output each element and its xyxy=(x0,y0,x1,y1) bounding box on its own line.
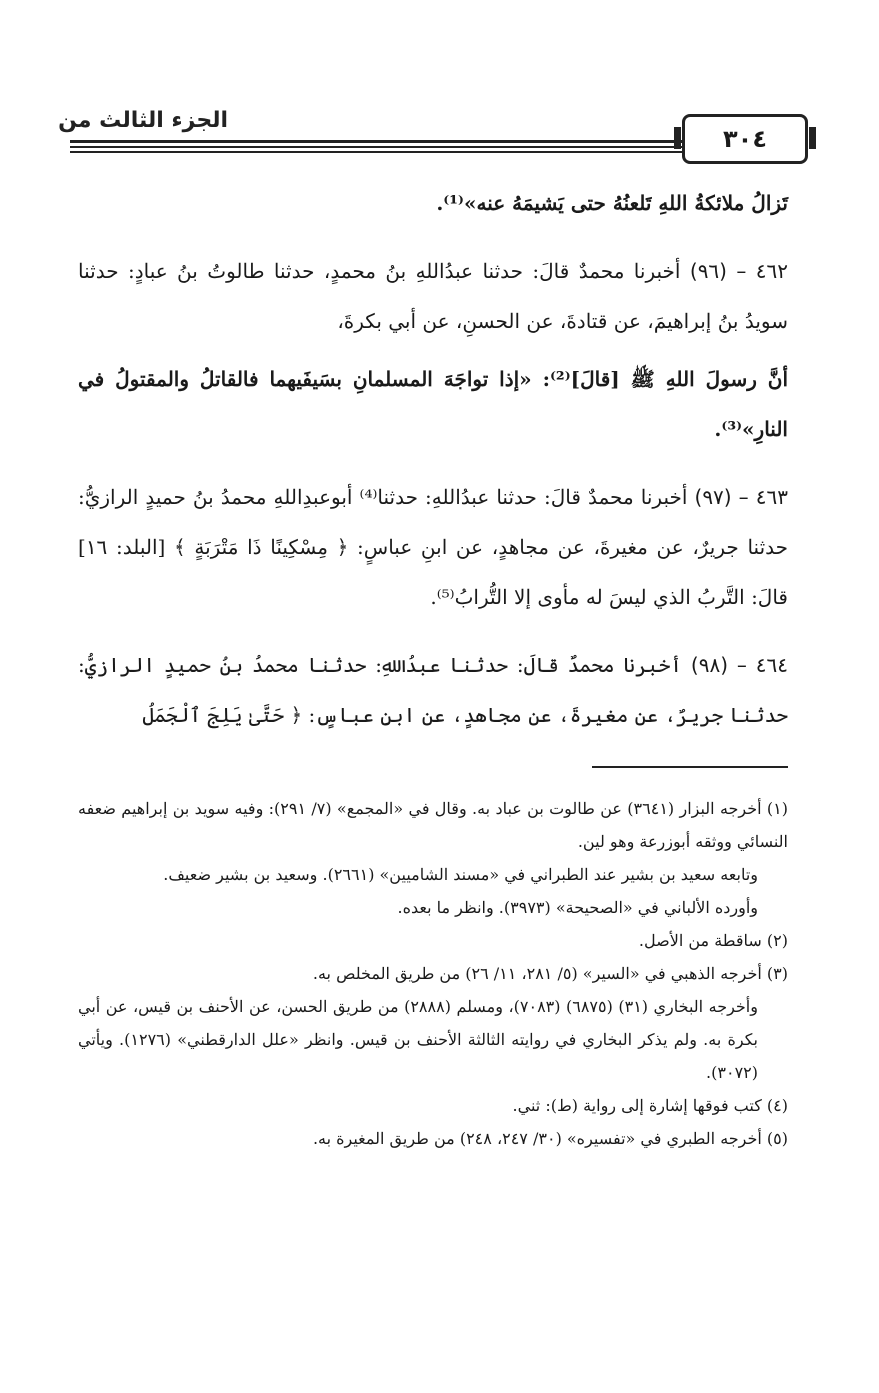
footnote-2: (٢) ساقطة من الأصل. xyxy=(638,931,788,950)
footnote-1-cont: وتابعه سعيد بن بشير عند الطبراني في «مسند الشاميين» (٢٦٦١). وسعيد بن بشير ضعيف. xyxy=(163,865,758,884)
footnote-1-cont: وأورده الألباني في «الصحيحة» (٣٩٧٣). وانظر ما بعده. xyxy=(397,898,758,917)
page-header xyxy=(58,108,790,158)
footnotes xyxy=(78,792,788,1155)
paragraph-continuation: تَزالُ ملائكةُ اللهِ تَلعنُهُ حتى يَشيمَهُ عنه»⁽¹⁾. xyxy=(436,191,788,215)
running-title: الجزء الثالث من xyxy=(58,108,228,133)
hadith-number: ٤٦٣ – (٩٧) xyxy=(694,485,788,509)
footnote-5: (٥) أخرجه الطبري في «تفسيره» (٣٠/ ٢٤٧، ٢٤٨) من طريق المغيرة به. xyxy=(312,1129,788,1148)
hadith-chain: أخبرنا محمدٌ قالَ: حدثنا عبدُاللهِ: حدثنا محمدُ بنُ حميدٍ الرازيُّ: حدثنا جريرٌ، عن مغيرةَ، عن مجاهدٍ، عن ابنِ عباسٍ: ﴿ حَتَّىٰ يَلِجَ ٱلْجَمَلُ xyxy=(78,653,788,727)
footnote-4: (٤) كتب فوقها إشارة إلى رواية (ط): ثني. xyxy=(512,1096,788,1115)
page-number: ٣٠٤ xyxy=(682,114,808,164)
hadith-chain: أخبرنا محمدٌ قالَ: حدثنا عبدُاللهِ بنُ محمدٍ، حدثنا طالوتُ بنُ عبادٍ: حدثنا سويدُ بنُ إبراهيمَ، عن قتادةَ، عن الحسنِ، عن أبي بكرةَ، xyxy=(78,259,788,333)
hadith-462 xyxy=(78,246,788,346)
footnote-3: (٣) أخرجه الذهبي في «السير» (٥/ ٢٨١، ١١/ ٢٦) من طريق المخلص به. xyxy=(312,964,788,983)
footnote-separator xyxy=(592,766,788,768)
hadith-462-text: أنَّ رسولَ اللهِ ﷺ [قالَ]⁽²⁾: «إذا تواجَهَ المسلمانِ بسَيفَيهما فالقاتلُ والمقتولُ في النارِ»⁽³⁾. xyxy=(78,367,788,441)
hadith-number: ٤٦٤ – (٩٨) xyxy=(690,653,788,677)
main-text xyxy=(78,178,788,748)
hadith-463 xyxy=(78,472,788,622)
hadith-chain: أخبرنا محمدٌ قالَ: حدثنا عبدُاللهِ: حدثنا⁽⁴⁾ أبوعبدِاللهِ محمدُ بنُ حميدٍ الرازيُّ: حدثنا جريرٌ، عن مغيرةَ، عن مجاهدٍ، عن ابنِ عباسٍ: ﴿ مِسْكِينًا ذَا مَتْرَبَةٍ ﴾ [البلد: ١٦] قالَ: التَّربُ الذي ليسَ له مأوى إلا التُّرابُ⁽⁵⁾. xyxy=(78,485,788,609)
hadith-number: ٤٦٢ – (٩٦) xyxy=(689,259,789,283)
footnote-1: (١) أخرجه البزار (٣٦٤١) عن طالوت بن عباد به. وقال في «المجمع» (٧/ ٢٩١): وفيه سويد بن إبراهيم ضعفه النسائي ووثقه أبوزرعة وهو لين. xyxy=(78,799,788,851)
hadith-464 xyxy=(78,640,788,740)
footnote-3-cont: وأخرجه البخاري (٣١) (٦٨٧٥) (٧٠٨٣)، ومسلم (٢٨٨٨) من طريق الحسن، عن الأحنف بن قيس، عن أبي بكرة به. ولم يذكر البخاري في روايته الثالثة الأحنف بن قيس. وانظر «علل الدارقطني» (١٢٧٦). ويأتي (٣٠٧٢). xyxy=(78,997,758,1082)
